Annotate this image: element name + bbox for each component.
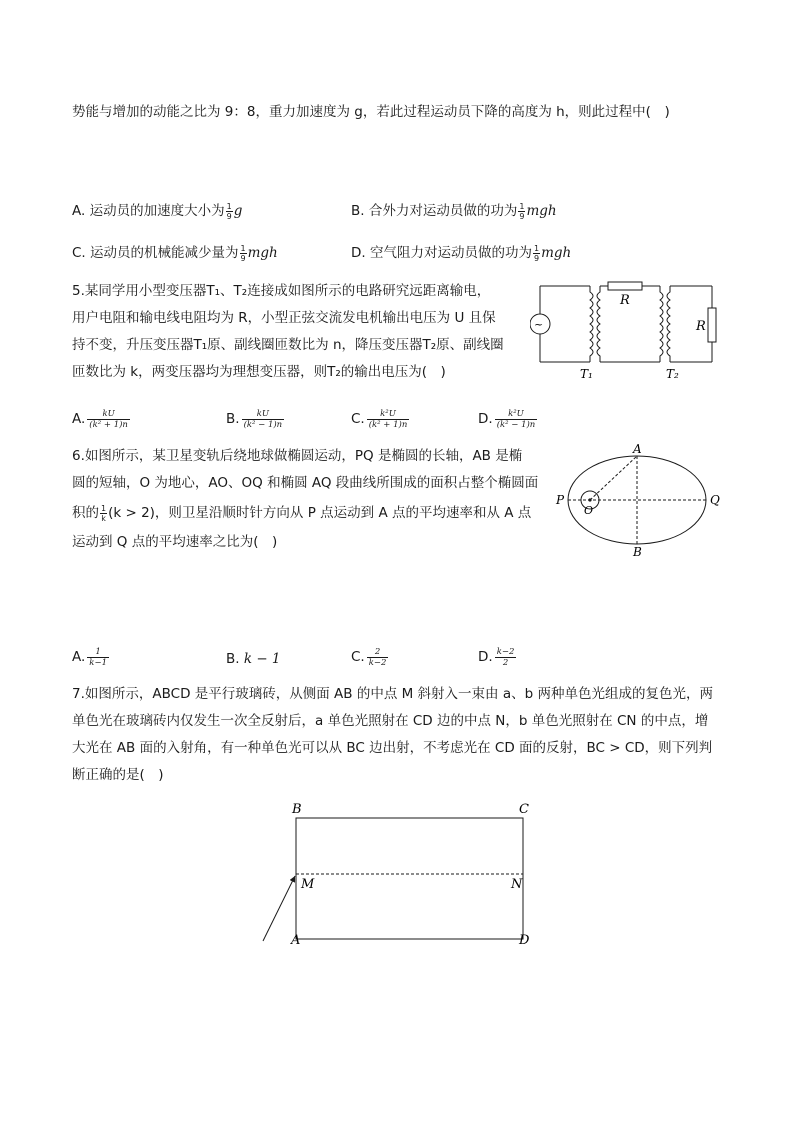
point-m-label: M bbox=[301, 877, 315, 892]
point-q-label: Q bbox=[710, 493, 720, 507]
q5-stem-line4: 匝数比为 k，两变压器均为理想变压器，则T₂的输出电压为( ) bbox=[72, 364, 446, 380]
q6-stem bbox=[72, 443, 538, 556]
q6-option-d-frac: $\frac{k-2}{2}$ bbox=[496, 646, 515, 668]
q5-option-d[interactable]: D. $\frac{\text{k²U}}{\text{(k² − 1)n}}$ bbox=[478, 408, 536, 430]
q5-option-a[interactable]: A. $\frac{kU}{\text{(k² + 1)n}}$ bbox=[72, 408, 128, 430]
q4-stem-tail: 势能与增加的动能之比为 9：8，重力加速度为 g，若此过程运动员下降的高度为 h，则此过程中( ) bbox=[72, 104, 670, 120]
q6-option-a-frac: $\frac{1}{k-1}$ bbox=[89, 646, 107, 668]
point-a-label: A bbox=[291, 933, 301, 948]
q7-glass-brick-diagram bbox=[255, 798, 545, 950]
t1-primary-coil-icon bbox=[590, 286, 593, 362]
q4-option-c[interactable]: C. 运动员的机械能减少量为 $\frac{1}{9}$ mgh bbox=[72, 243, 278, 263]
q7-stem-line2: 单色光在玻璃砖内仅发生一次全反射后，a 单色光照射在 CD 边的中点 N，b 单色光照射在 CN 的中点，增 bbox=[72, 713, 709, 729]
point-c-label: C bbox=[519, 802, 529, 817]
q5-option-d-frac: $\frac{\text{k²U}}{\text{(k² − 1)n}}$ bbox=[496, 408, 536, 430]
q6-area-frac: $\frac{1}{k}$ bbox=[101, 503, 107, 523]
t2-primary-coil-icon bbox=[660, 286, 663, 362]
earth-center-dot bbox=[588, 498, 591, 501]
q5-option-a-frac: $\frac{kU}{\text{(k² + 1)n}}$ bbox=[89, 408, 128, 430]
point-n-label: N bbox=[511, 877, 523, 892]
q5-stem bbox=[72, 278, 504, 386]
point-o-label: O bbox=[584, 504, 594, 517]
t2-label: T₂ bbox=[666, 367, 679, 381]
point-a-label: A bbox=[633, 442, 642, 456]
q4-option-d-text: D. 空气阻力对运动员做的功为 bbox=[351, 245, 532, 261]
r-right-label: R bbox=[696, 319, 706, 334]
t1-secondary-coil-icon bbox=[597, 286, 600, 362]
q6-stem-line2: 圆的短轴，O 为地心，AO、OQ 和椭圆 AQ 段曲线所围成的面积占整个椭圆面 bbox=[72, 475, 539, 491]
q5-option-b[interactable]: B. $\frac{kU}{\text{(k² − 1)n}}$ bbox=[226, 408, 283, 430]
point-p-label: P bbox=[556, 493, 565, 507]
q6-stem-line1: 6.如图所示，某卫星变轨后绕地球做椭圆运动，PQ 是椭圆的长轴，AB 是椭 bbox=[72, 448, 523, 464]
q5-stem-line1: 5.某同学用小型变压器T₁、T₂连接成如图所示的电路研究远距离输电， bbox=[72, 283, 491, 299]
q4-option-c-frac: $\frac{1}{9}$ bbox=[240, 243, 246, 263]
q7-stem-line3: 大光在 AB 面的入射角，有一种单色光可以从 BC 边出射，不考虑光在 CD 面的反射，BC > CD，则下列判 bbox=[72, 740, 713, 756]
q4-option-a-text: A. 运动员的加速度大小为 bbox=[72, 203, 225, 219]
user-resistor-icon bbox=[708, 308, 716, 342]
ac-source-label: ~ bbox=[534, 318, 544, 331]
q5-stem-line2: 用户电阻和输电线电阻均为 R，小型正弦交流发电机输出电压为 U 且保 bbox=[72, 310, 496, 326]
q4-option-b[interactable]: B. 合外力对运动员做的功为 $\frac{1}{9}$ mgh bbox=[351, 201, 557, 221]
point-b-label: B bbox=[633, 545, 642, 559]
point-d-label: D bbox=[519, 933, 530, 948]
q6-option-b[interactable]: B. k − 1 bbox=[226, 651, 281, 667]
q4-option-a-frac: $\frac{1}{9}$ bbox=[226, 201, 232, 221]
q4-option-a[interactable]: A. 运动员的加速度大小为 $\frac{1}{9}$ g bbox=[72, 201, 243, 221]
q6-option-c-frac: $\frac{2}{k-2}$ bbox=[368, 646, 387, 668]
incident-ray-icon bbox=[263, 876, 295, 941]
q5-stem-line3: 持不变，升压变压器T₁原、副线圈匝数比为 n，降压变压器T₂原、副线圈 bbox=[72, 337, 504, 353]
point-b-label: B bbox=[292, 802, 302, 817]
q6-ellipse-diagram bbox=[552, 442, 732, 560]
q5-circuit-diagram bbox=[530, 278, 730, 388]
q5-option-b-frac: $\frac{kU}{\text{(k² − 1)n}}$ bbox=[243, 408, 283, 430]
q4-option-c-text: C. 运动员的机械能减少量为 bbox=[72, 245, 239, 261]
q7-stem-line1: 7.如图所示，ABCD 是平行玻璃砖，从侧面 AB 的中点 M 斜射入一束由 a、b 两种单色光组成的复色光，两 bbox=[72, 686, 713, 702]
q5-option-c[interactable]: C. $\frac{\text{k²U}}{\text{(k² + 1)n}}$ bbox=[351, 408, 408, 430]
q6-stem-line3: 积的 $\frac{1}{k}$ (k > 2)，则卫星沿顺时针方向从 P 点运动到 A 点的平均速率和从 A 点 bbox=[72, 503, 532, 523]
q7-stem-line4: 断正确的是( ) bbox=[72, 767, 164, 783]
q4-option-b-frac: $\frac{1}{9}$ bbox=[519, 201, 525, 221]
q4-option-b-text: B. 合外力对运动员做的功为 bbox=[351, 203, 518, 219]
q7-stem bbox=[72, 681, 713, 789]
t1-label: T₁ bbox=[580, 367, 593, 381]
q4-option-d-frac: $\frac{1}{9}$ bbox=[533, 243, 540, 263]
q4-option-d[interactable]: D. 空气阻力对运动员做的功为 $\frac{1}{9}$ mgh bbox=[351, 243, 572, 263]
q6-option-c[interactable]: C. $\frac{2}{k-2}$ bbox=[351, 646, 387, 668]
ao-line bbox=[590, 456, 637, 500]
line-resistor-icon bbox=[608, 282, 642, 290]
t2-secondary-coil-icon bbox=[667, 286, 670, 362]
q5-option-c-frac: $\frac{\text{k²U}}{\text{(k² + 1)n}}$ bbox=[368, 408, 408, 430]
q6-option-d[interactable]: D. $\frac{k-2}{2}$ bbox=[478, 646, 515, 668]
r-top-label: R bbox=[620, 293, 630, 308]
glass-brick-rect bbox=[296, 818, 523, 939]
q6-option-a[interactable]: A. $\frac{1}{k-1}$ bbox=[72, 646, 107, 668]
q6-stem-line4: 运动到 Q 点的平均速率之比为( ) bbox=[72, 534, 278, 550]
